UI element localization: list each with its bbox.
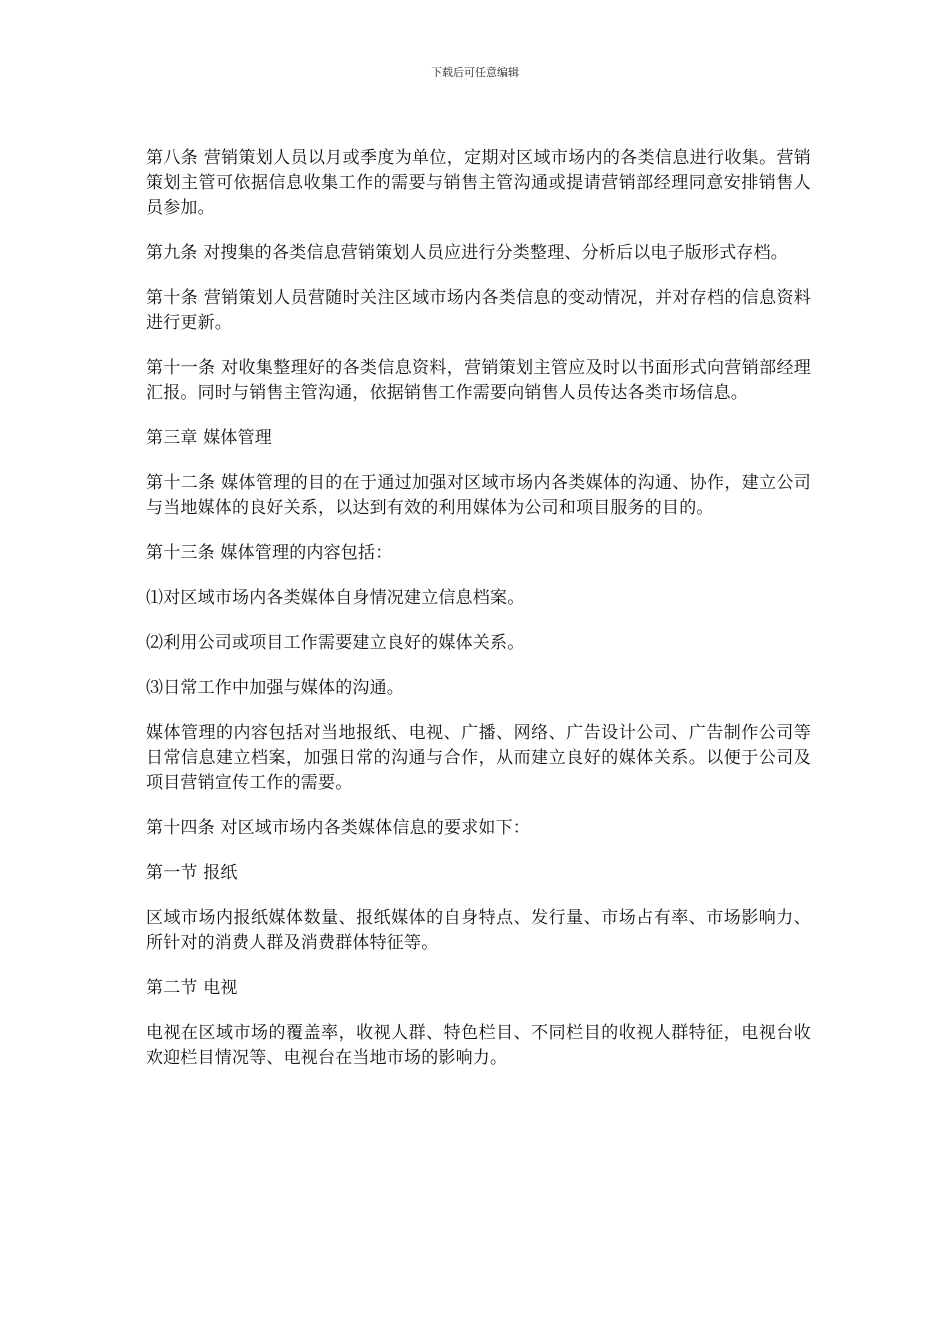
list-item-3: ⑶日常工作中加强与媒体的沟通。 [146,678,404,698]
list-item-2: ⑵利用公司或项目工作需要建立良好的媒体关系。 [146,633,525,653]
television-paragraph: 电视在区域市场的覆盖率，收视人群、特色栏目、不同栏目的收视人群特征，电视台收欢迎栏目情况等、电视台在当地市场的影响力。 [146,1023,811,1068]
article-14: 第十四条 对区域市场内各类媒体信息的要求如下： [146,818,531,838]
article-12: 第十二条 媒体管理的目的在于通过加强对区域市场内各类媒体的沟通、协作，建立公司与当地媒体的良好关系，以达到有效的利用媒体为公司和项目服务的目的。 [146,473,811,518]
page-header-note: 下载后可任意编辑 [431,66,519,79]
list-item-1: ⑴对区域市场内各类媒体自身情况建立信息档案。 [146,588,525,608]
chapter-3-heading: 第三章 媒体管理 [146,428,273,448]
document-body [146,146,811,1091]
article-8: 第八条 营销策划人员以月或季度为单位，定期对区域市场内的各类信息进行收集。营销策划主管可依据信息收集工作的需要与销售主管沟通或提请营销部经理同意安排销售人员参加。 [146,148,811,218]
section-2-heading: 第二节 电视 [146,978,238,998]
article-13: 第十三条 媒体管理的内容包括： [146,543,393,563]
article-9: 第九条 对搜集的各类信息营销策划人员应进行分类整理、分析后以电子版形式存档。 [146,243,789,263]
media-content-paragraph: 媒体管理的内容包括对当地报纸、电视、广播、网络、广告设计公司、广告制作公司等日常信息建立档案，加强日常的沟通与合作，从而建立良好的媒体关系。以便于公司及项目营销宣传工作的需要。 [146,723,811,793]
newspaper-paragraph: 区域市场内报纸媒体数量、报纸媒体的自身特点、发行量、市场占有率、市场影响力、所针对的消费人群及消费群体特征等。 [146,908,811,953]
article-10: 第十条 营销策划人员营随时关注区域市场内各类信息的变动情况，并对存档的信息资料进行更新。 [146,288,811,333]
article-11: 第十一条 对收集整理好的各类信息资料，营销策划主管应及时以书面形式向营销部经理汇报。同时与销售主管沟通，依据销售工作需要向销售人员传达各类市场信息。 [146,358,811,403]
section-1-heading: 第一节 报纸 [146,863,238,883]
